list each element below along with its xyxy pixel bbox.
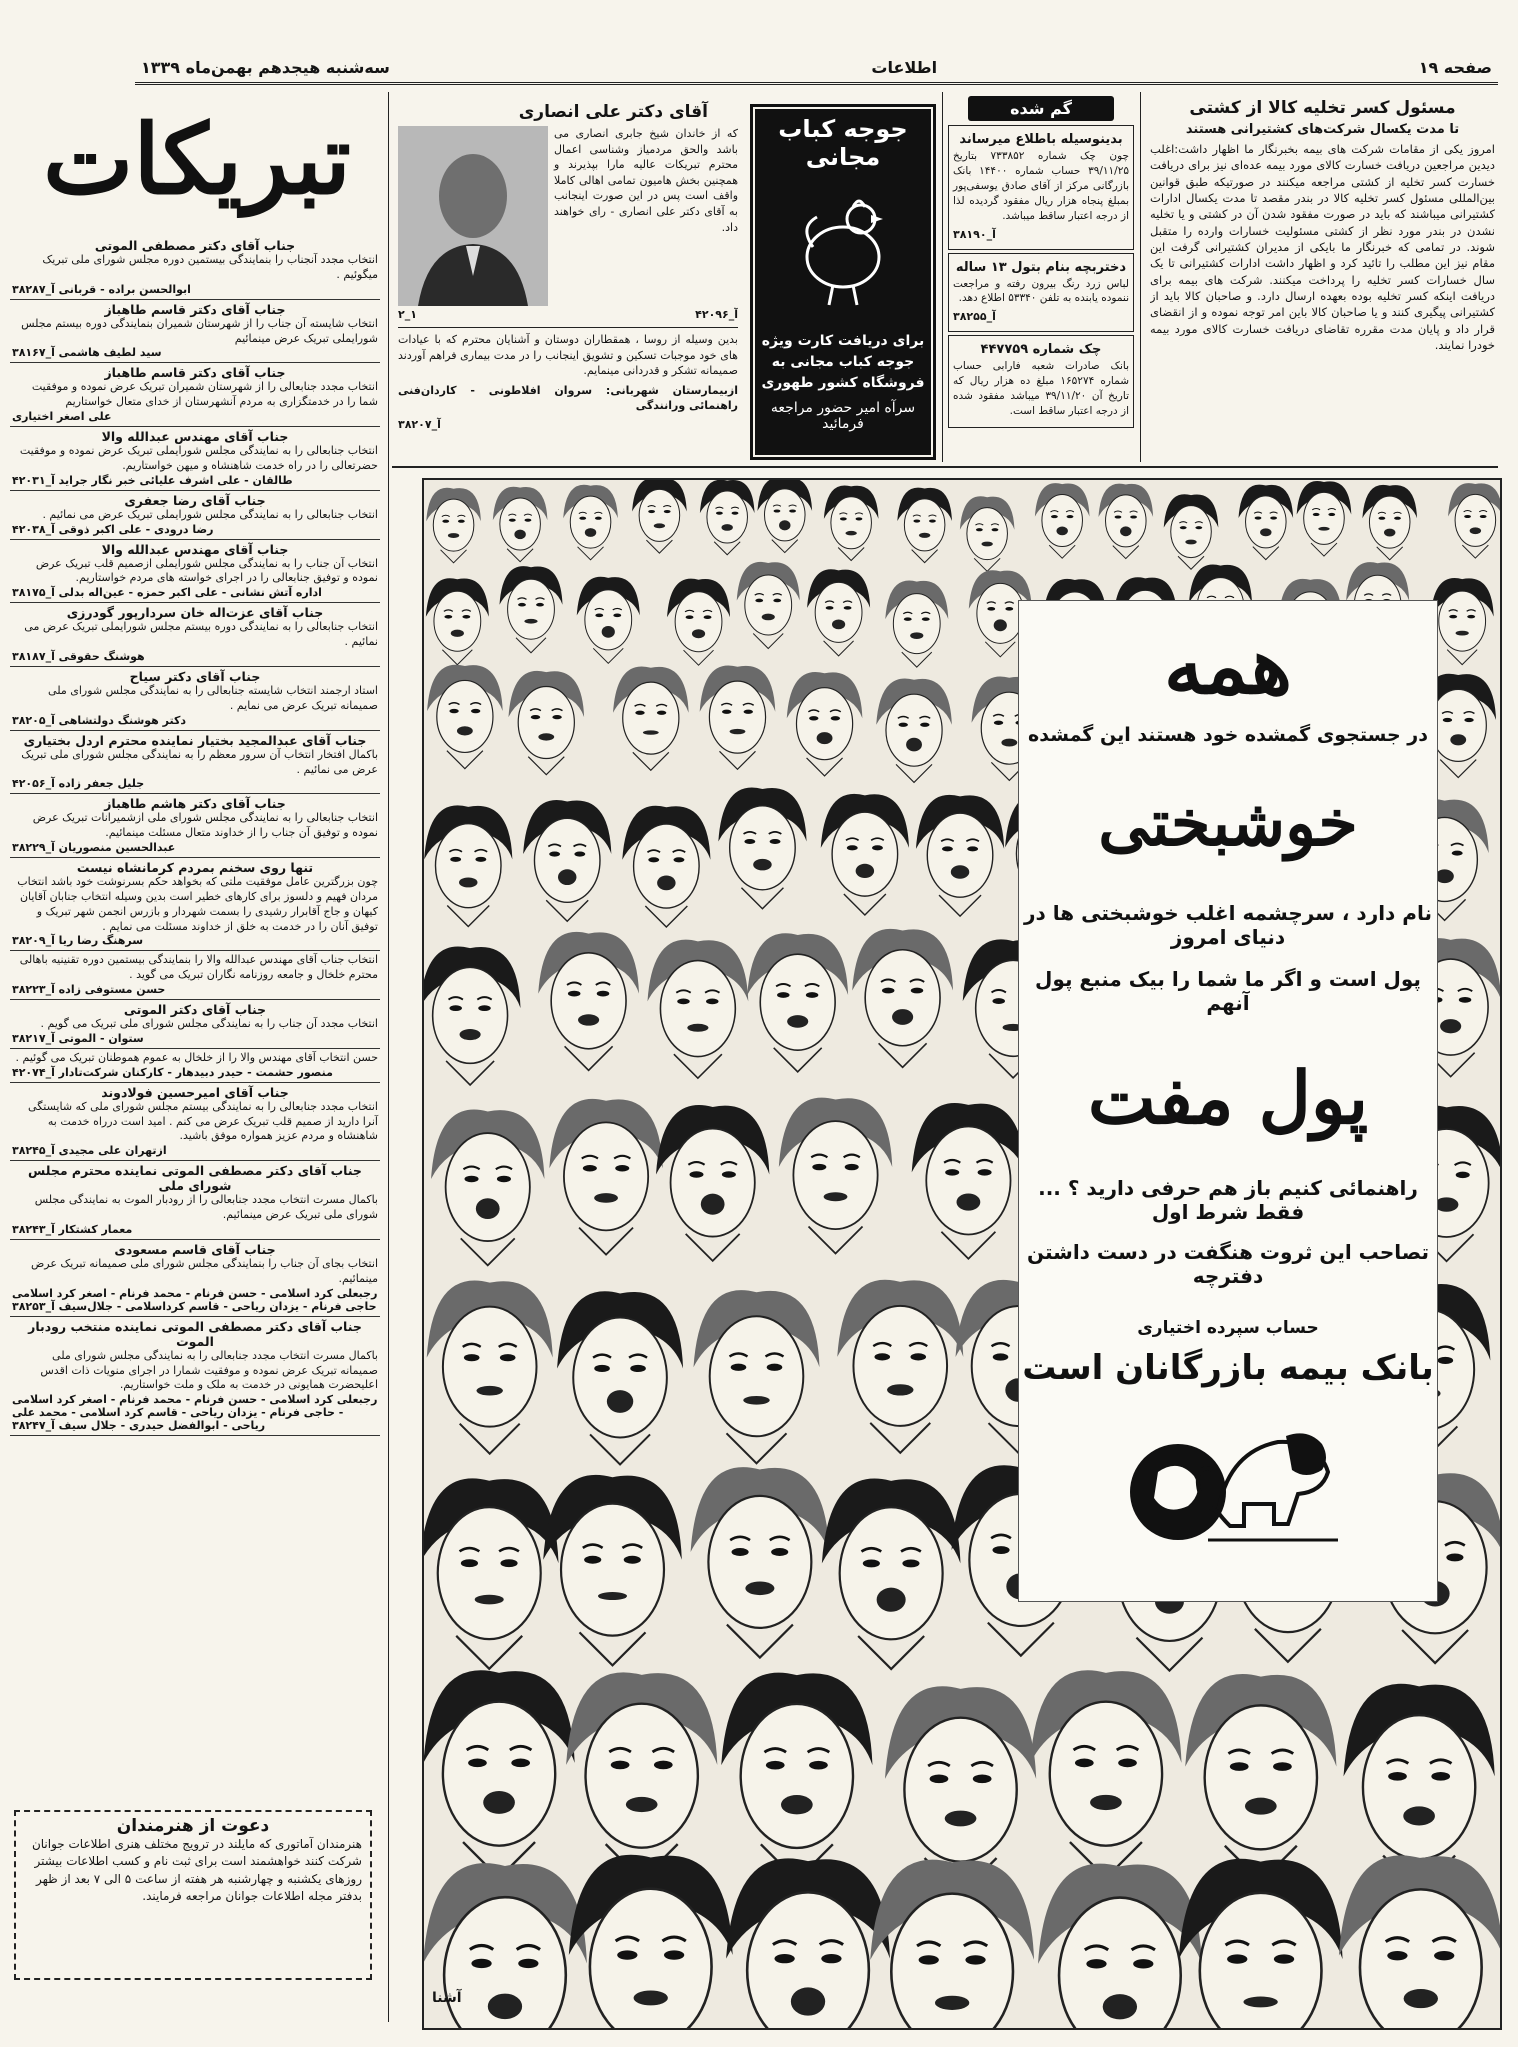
ad-line6: حساب سپرده اختیاری — [1137, 1318, 1319, 1338]
lost-item — [948, 125, 1134, 250]
congratulation-text: انتخاب مجدد جنابعالی را از شهرستان شمیران تبریک عرض نموده و موفقیت شما را در خدمتگزاری به مردم آنشهرستان از خدای متعال خواستاریم — [31, 380, 378, 409]
congratulation-item — [10, 1317, 380, 1437]
congratulation-item — [10, 1083, 380, 1162]
doctor-body: که از خاندان شیخ جابری انصاری می باشد والحق مردمیاز وشناسی اعمال محترم تبریکات عالیه مارا بپذیرند و همچنین بخش هامیون تمامی اهالی کاملا واقف است پس در این صورت اینجانب به آقای دکتر علی انصاری - رای خواهند داد. — [554, 127, 738, 234]
congratulation-item — [10, 236, 380, 300]
doctor-portrait — [398, 126, 548, 306]
ad-keyword-happiness: خوشبختی — [1098, 786, 1358, 861]
congratulation-text: انتخاب آن جناب را به نمایندگی مجلس شورایملی ازصمیم قلب تبریک عرض نموده و توفیق جنابعالی را در اجرای خواسته های مردم خواستاریم. — [35, 556, 378, 585]
congratulation-recipient: تنها روی سخنم بمردم کرمانشاه نیست — [76, 860, 314, 876]
column-rule — [942, 92, 943, 462]
congratulation-signature: رجبعلی کرد اسلامی - حسن فرنام - محمد فرنام - اصغر کرد اسلامی - حاجی فرنام - یزدان ریاحی - قاسم کرد اسلامی - محمد علی ریاحی - ابوالفضل حیدری - جلال سیف آ_۳۸۲۴۷ — [12, 1393, 378, 1433]
lost-item — [948, 335, 1134, 428]
section-rule — [392, 466, 1498, 468]
ad-line3: پول است و اگر ما شما را بیک منبع پول آنهم — [1035, 967, 1421, 1015]
congratulation-text: انتخاب جنابعالی را به نمایندگی دوره بیستم مجلس شورایملی تبریک عرض می نمائیم . — [24, 620, 378, 649]
bank-ad-card — [1018, 600, 1438, 1602]
congratulation-recipient: جناب آقای دکتر مصطفی الموتی — [94, 238, 296, 253]
congratulation-item — [10, 794, 380, 858]
congratulation-recipient: جناب آقای عزت‌اله خان سردارپور گودرزی — [66, 605, 324, 621]
congratulation-recipient: جناب آقای دکتر سیاح — [129, 668, 261, 684]
ad-line2: نام دارد ، سرچشمه اغلب خوشبختی ها در دنیای امروز — [1024, 901, 1432, 949]
congratulation-recipient: جناب آقای دکتر قاسم طاهباز — [104, 301, 286, 317]
congratulation-signature: اداره آتش نشانی - علی اکبر حمزه - عین‌اله بدلی آ_۳۸۱۷۵ — [12, 586, 322, 600]
congratulation-text: انتخاب مجدد آن جناب را به نمایندگی مجلس شورای ملی تبریک می گویم . — [40, 1017, 378, 1031]
congratulation-item — [10, 1240, 380, 1317]
doctor-headline: آقای دکتر علی انصاری — [518, 102, 708, 122]
lost-item-title: بدینوسیله باطلاع میرساند — [959, 132, 1123, 147]
kabab-address: سرآه امیر حضور مراجعه فرمائید — [770, 400, 916, 432]
column-rule — [388, 92, 389, 2022]
congratulation-text: انتخاب جناب آقای مهندس عبدالله والا را بنمایندگی بیستمین دوره تقنینیه باهالی محترم خلخال و جامعه روزنامه نگاران تبریک می گوید . — [19, 953, 378, 982]
article-subheadline: تا مدت یکسال شرکت‌های کشتیرانی هستند — [1185, 122, 1460, 137]
lost-items-column — [948, 96, 1134, 462]
congratulation-recipient: جناب آقای امیرحسین فولادوند — [101, 1084, 289, 1100]
page-number: صفحه ۱۹ — [1418, 57, 1492, 77]
congratulation-text: انتخاب مجدد آنجناب را بنمایندگی بیستمین دوره مجلس شورای ملی تبریک میگوئیم . — [42, 253, 378, 281]
congratulation-text: باکمال مسرت انتخاب مجدد جنابعالی را از رودبار الموت به نمایندگی مجلس شورای ملی تبریک عرض مینمائیم. — [34, 1193, 378, 1222]
article-headline: مسئول کسر تخلیه کالا از کشتی — [1189, 98, 1456, 118]
congratulation-signature: حسن مستوفی زاده آ_۳۸۲۲۳ — [12, 983, 166, 997]
congratulation-item — [10, 731, 380, 795]
congratulation-text: باکمال افتخار انتخاب آن سرور معظم را به نمایندگی مجلس شورای ملی تبریک عرض می نمائیم . — [21, 747, 378, 776]
congratulation-recipient: جناب آقای دکتر الموتی — [123, 1002, 267, 1018]
congratulation-recipient: جناب آقای عبدالمجید بختیار نماینده محترم اردل بختیاری — [23, 732, 367, 748]
lion-globe-logo-icon — [1098, 1402, 1358, 1552]
congratulation-signature: معمار کشتکار آ_۳۸۲۴۳ — [12, 1223, 133, 1236]
lost-item-body: چون چک شماره ۷۳۳۸۵۲ بتاریخ ۳۹/۱۱/۲۵ حساب شماره ۱۴۴۰۰ بانک بازرگانی مرکز از آقای صادق یوسفی‌پور بمبلغ پنجاه هزار ریال مفقود گردیده لذا از درجه اعتبار ساقط میباشد. — [953, 150, 1129, 222]
invitation-headline: دعوت از هنرمندان — [116, 1816, 270, 1836]
lost-item — [948, 253, 1134, 333]
doctor-ref2: ۱_۲ — [398, 308, 417, 321]
lost-item-ref: آ_۳۸۱۹۰ — [953, 227, 996, 241]
congratulation-recipient: جناب آقای دکتر هاشم طاهباز — [104, 796, 286, 812]
congratulation-signature: دکتر هوشنگ دولتشاهی آ_۳۸۲۰۵ — [12, 713, 186, 727]
lost-item-title: دختربچه بنام بتول ۱۳ ساله — [955, 259, 1127, 275]
congratulation-item — [10, 1049, 380, 1083]
congratulation-signature: عبدالحسین منصوریان آ_۳۸۲۲۹ — [12, 841, 176, 855]
congratulation-signature: رجبعلی کرد اسلامی - حسن فرنام - محمد فرنام - اصغر کرد اسلامی حاجی فرنام - یزدان ریاحی - قاسم کرداسلامی - جلال‌سیف آ_۳۸۲۵۳ — [12, 1286, 378, 1313]
congratulation-item — [10, 667, 380, 731]
thanks-body: بدین وسیله از روسا ، همقطاران دوستان و آشنایان محترم که با عیادات های خود موجبات تسکین و تشویق اینجانب را در مدت بیماری فراهم آوردند صمیمانه تشکر و قدردانی مینمایم. — [398, 333, 738, 378]
congratulation-signature: ازتهران علی مجیدی آ_۳۸۲۴۵ — [12, 1144, 167, 1158]
lost-item-title: چک شماره ۴۴۷۷۵۹ — [980, 342, 1102, 358]
congratulation-text: انتخاب جنابعالی را به نمایندگی مجلس شورایملی تبریک عرض نموده و موفقیت حضرتعالی را در راه خدمت شاهنشاه و میهن خواستاریم. — [19, 444, 378, 472]
portrait-photo — [398, 126, 548, 306]
congratulation-recipient: جناب آقای مهندس عبدالله والا — [101, 429, 289, 445]
congratulation-item — [10, 1000, 380, 1049]
congratulation-item — [10, 363, 380, 427]
article-body: امروز یکی از مقامات شرکت های بیمه بخبرنگار ما اظهار داشت:اغلب دیدین مراجعین دریافت خسارت کالای مورد بیمه عده‌ای نیز برای دریافت خسارت کسر تخلیه از کشتی مراجعه میکنند در صورتیکه طبق قوانین بین‌المللی مسئول کسر تخلیه کالا در بندر مقصد تا مدت یکسال ادارات کشتیرانی میباشند که باید در صورت مفقود شدن آن در کشتی و یا تخلیه نشدن در بندر مورد نظر از کشتی مسئولیت خسارات وارده را متقبل شوند. در تمامی که خبرنگار ما بایکی از مدیران کشتیرانی گرفت این مقام نیز این مطلب را تائید کرد و اظهار داشت ادارات کشتیرانی تا یک سال خسارات کسر تخلیه را پرداخت میکنند. شرکت های بیمه برای دریافت اینکه کسر تخلیه بوده بعهده ارسال دارد. و صاحبان کالا باید از کشتیرانی پیگیری کنند و یا صاحبان کالا باین امر توجه نموده و از انقضای قرار داد و پایان مدت مقرره تقاضای دریافت خسارت کالای مورد بیمه خودرا نمایند. — [1150, 142, 1495, 352]
kabab-ad — [750, 104, 936, 460]
lost-banner: گم شده — [968, 96, 1114, 121]
ad-line5: تصاحب این ثروت هنگفت در دست داشتن دفترچه — [1027, 1240, 1429, 1288]
ad-title: همه — [1163, 621, 1293, 712]
column-rule — [1140, 92, 1141, 462]
ad-line4: راهنمائی کنیم باز هم حرفی دارید ؟ ... فقط شرط اول — [1038, 1176, 1418, 1224]
congratulation-text: انتخاب شایسته آن جناب را از شهرستان شمیران بنمایندگی دوره بیستم مجلس شورایملی تبریک عرض مینمائیم — [21, 316, 378, 345]
congratulation-signature: رضا درودی - علی اکبر ذوقی آ_۴۲۰۳۸ — [12, 522, 214, 536]
paper-name: اطلاعات — [871, 57, 938, 77]
ad-keyword-free-money: پول مفت — [1087, 1055, 1369, 1140]
congratulation-text: استاد ارجمند انتخاب شایسته جنابعالی را به نمایندگی مجلس شورای ملی صمیمانه تبریک عرض می نمایم . — [48, 683, 378, 712]
congratulation-item — [10, 858, 380, 951]
ad-brand: بانک بیمه بازرگانان است — [1022, 1348, 1434, 1388]
artist-invitation — [14, 1810, 372, 1980]
shipping-article — [1150, 96, 1495, 466]
congratulation-signature: سید لطیف هاشمی آ_۳۸۱۶۷ — [12, 346, 162, 360]
ad-line1: در جستجوی گمشده خود هستند این گمشده — [1028, 724, 1428, 746]
doctor-notice — [398, 100, 738, 460]
congratulation-item — [10, 540, 380, 604]
chicken-icon — [783, 177, 903, 317]
congratulation-text: انتخاب جنابعالی را به نمایندگی مجلس شورایملی تبریک عرض می نمائیم . — [42, 507, 378, 521]
congratulation-signature: منصور حشمت - حیدر دبیدهار - کارکنان شرکت‌تادار آ_۴۲۰۷۴ — [12, 1065, 333, 1079]
lost-item-body: بانک صادرات شعبه فارابی حساب شماره ۱۶۵۲۷۴ مبلغ ده هزار ریال که تاریخ آن ۳۹/۱۱/۲۰ میباشد مفقود شده از درجه اعتبار ساقط است. — [953, 360, 1130, 418]
congratulation-text: انتخاب بجای آن جناب را بنمایندگی مجلس شورای ملی صمیمانه تبریک عرض مینمائیم. — [30, 1257, 378, 1285]
crowd-face — [1038, 1864, 1202, 2030]
congratulation-text: انتخاب جنابعالی را به نمایندگی مجلس شورای ملی ازشمیرانات تبریک عرض نموده و توفیق آن جناب را از خداوند متعال مسئلت مینمائیم. — [32, 811, 378, 840]
artist-signature: آشنا — [432, 1990, 462, 2006]
thanks-ref: آ_۳۸۲۰۷ — [398, 418, 441, 432]
congratulation-signature: طالقان - علی اشرف علیائی خبر نگار جراید آ_۴۲۰۳۱ — [12, 473, 293, 487]
congratulation-text: حسن انتخاب آقای مهندس والا را از خلخال به عموم هموطنان تبریک می گوئیم . — [15, 1050, 378, 1064]
congratulation-signature: علی اصغر اختیاری — [12, 410, 112, 424]
lost-item-ref: آ_۳۸۲۵۵ — [953, 310, 996, 324]
congratulation-text: باکمال مسرت انتخاب مجدد جنابعالی را به نمایندگی مجلس شورای ملی صمیمانه تبریک عرض نموده و موفقیت شمارا در اجرای منویات ذات اقدس اعلیحضرت همایونی در خدمت به ملک و ملت خواستاریم. — [40, 1348, 378, 1392]
congratulation-recipient: جناب آقای دکتر مصطفی الموتی نماینده محترم مجلس شورای ملی — [28, 1163, 362, 1194]
congratulation-signature: هوشنگ حقوقی آ_۳۸۱۸۷ — [12, 649, 145, 663]
congratulation-recipient: جناب آقای دکتر قاسم طاهباز — [104, 365, 286, 381]
congratulation-item — [10, 300, 380, 364]
page-header — [135, 52, 1498, 85]
congratulation-text: انتخاب مجدد جنابعالی را به نمایندگی بیستم مجلس شورای ملی که شایستگی آنرا دارید از صمیم قلب تبریک عرض می کنم . امید است درراه خدمت به شاهنشاه و مردم عزیز همواره موفق باشید. — [28, 1099, 378, 1143]
congratulation-recipient: جناب آقای دکتر مصطفی الموتی نماینده منتخب رودبار الموت — [28, 1318, 362, 1349]
congratulation-item — [10, 427, 380, 491]
congratulation-signature: ابوالحسن براده - قربانی آ_۳۸۲۸۷ — [12, 282, 191, 296]
kabab-body: برای دریافت کارت ویژه جوجه کباب مجانی به فروشگاه کشور طهوری — [761, 333, 925, 391]
congratulation-item — [10, 491, 380, 540]
congratulation-text: چون بزرگترین عامل موفقیت ملتی که بخواهد حکم بسرنوشت خود باشد انتخاب مردان فهیم و دلسوز برای کارهای خطیر است بدین وسیله انتخاب جنابان آقایان کیهان و جاج آقابرار رشیدی را بسمت شهردار و بازرس انجمن شهر تبریک و توفیق آنان را در خدمت به خلق از خداوند مسئلت می نمایم . — [17, 875, 378, 933]
congratulation-item — [10, 951, 380, 1000]
congratulation-recipient: جناب آقای مهندس عبدالله والا — [101, 541, 289, 557]
congratulations-column — [10, 236, 380, 2027]
congratulation-item — [10, 603, 380, 667]
kabab-title: جوجه کباب مجانی — [778, 115, 908, 171]
congratulation-item — [10, 1161, 380, 1240]
congratulation-recipient: جناب آقای قاسم مسعودی — [114, 1242, 276, 1257]
congratulation-signature: جلیل جعفر زاده آ_۴۲۰۵۶ — [12, 777, 145, 791]
thanks-signature: ازبیمارستان شهربانی: سروان افلاطونی - کاردان‌فنی راهنمائی ورانندگی — [398, 383, 738, 413]
lost-item-body: لباس زرد رنگ بیرون رفته و مراجعت ننموده یابنده به تلفن ۵۳۳۴۰ اطلاع دهد. — [953, 277, 1129, 305]
congratulation-recipient: جناب آقای رضا جعفری — [124, 492, 266, 508]
issue-date: سه‌شنبه هیجدهم بهمن‌ماه ۱۳۳۹ — [141, 57, 390, 77]
congratulation-signature: سرهنگ رضا ریا آ_۳۸۲۰۹ — [12, 934, 144, 948]
doctor-ref: آ_۴۲۰۹۶ — [695, 308, 738, 321]
tabrikat-title: تبریکات — [42, 103, 351, 216]
invitation-body: هنرمندان آماتوری که مایلند در ترویج مختلف هنری اطلاعات جوانان شرکت کنند خواهشمند است برای ثبت نام و کسب اطلاعات بیشتر روزهای یکشنبه و چهارشنبه هر هفته از ساعت ۵ الی ۷ بعد از ظهر بدفتر مجله اطلاعات جوانان مراجعه فرمایند. — [31, 1837, 362, 1904]
congratulation-signature: ستوان - الموتی آ_۳۸۲۱۷ — [12, 1031, 144, 1045]
